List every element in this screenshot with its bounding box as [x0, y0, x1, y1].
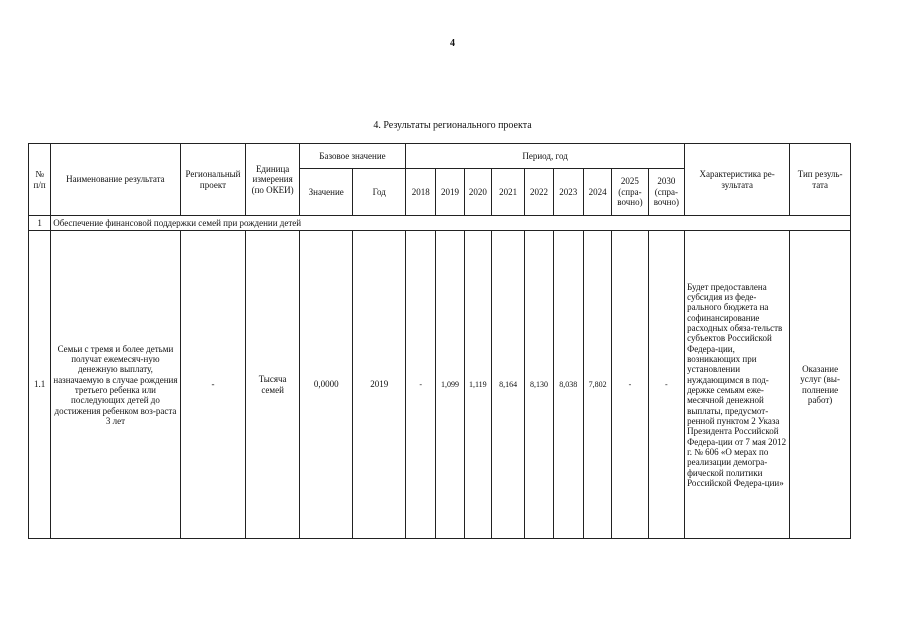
base-year: 2019 [353, 231, 406, 539]
result-type: Оказание услуг (вы-полнение работ) [790, 231, 851, 539]
header-year-2021: 2021 [491, 169, 524, 216]
value-2019: 1,099 [436, 231, 464, 539]
header-year-2024: 2024 [583, 169, 611, 216]
header-num: № п/п [29, 144, 51, 216]
header-result-type: Тип резуль-тата [790, 144, 851, 216]
section-title: 4. Результаты регионального проекта [373, 120, 532, 131]
page-number: 4 [450, 38, 455, 49]
header-year-2025: 2025 (спра-вочно) [612, 169, 648, 216]
header-year-2020: 2020 [464, 169, 491, 216]
value-2030: - [648, 231, 684, 539]
header-base-value: Базовое значение [299, 144, 405, 169]
unit-value: Тысяча семей [246, 231, 300, 539]
value-2022: 8,130 [525, 231, 553, 539]
result-name: Семьи с тремя и более детьми получат ежемесяч-ную денежную выплату, назначаемую в случае рождения третьего ребенка или последующих детей до достижения ребенком воз-раста 3 лет [51, 231, 180, 539]
value-2025: - [612, 231, 648, 539]
header-year-2019: 2019 [436, 169, 464, 216]
base-value: 0,0000 [299, 231, 353, 539]
result-characteristic: Будет предоставлена субсидия из феде-рального бюджета на софинансирование расходных обяза-тельств субъектов Российской Федера-ции, возникающих при установлении нуждающимся в под-держке семьям еже-месячной денежной выплаты, предусмот-ренной пунктом 2 Указа Президента Российской Федера-ции от 7 мая 2012 г. № 606 «О мерах по реализации демогра-фической политики Российской Федера-ции» [685, 231, 790, 539]
header-regional-project: Региональный проект [180, 144, 246, 216]
results-table [28, 143, 851, 539]
table-row [29, 231, 851, 539]
row-num: 1.1 [29, 231, 51, 539]
value-2024: 7,802 [583, 231, 611, 539]
value-2018: - [406, 231, 436, 539]
regional-project-value: - [180, 231, 246, 539]
header-year-2023: 2023 [553, 169, 583, 216]
section-text: Обеспечение финансовой поддержки семей при рождении детей [51, 216, 851, 231]
section-row [29, 216, 851, 231]
header-value: Значение [299, 169, 353, 216]
value-2020: 1,119 [464, 231, 491, 539]
value-2021: 8,164 [491, 231, 524, 539]
value-2023: 8,038 [553, 231, 583, 539]
header-year-2030: 2030 (спра-вочно) [648, 169, 684, 216]
header-year-2022: 2022 [525, 169, 553, 216]
section-num: 1 [29, 216, 51, 231]
header-name: Наименование результата [51, 144, 180, 216]
header-year: Год [353, 169, 406, 216]
header-period: Период, год [406, 144, 685, 169]
header-characteristic: Характеристика ре-зультата [685, 144, 790, 216]
header-year-2018: 2018 [406, 169, 436, 216]
header-unit: Единица измерения (по ОКЕИ) [246, 144, 300, 216]
